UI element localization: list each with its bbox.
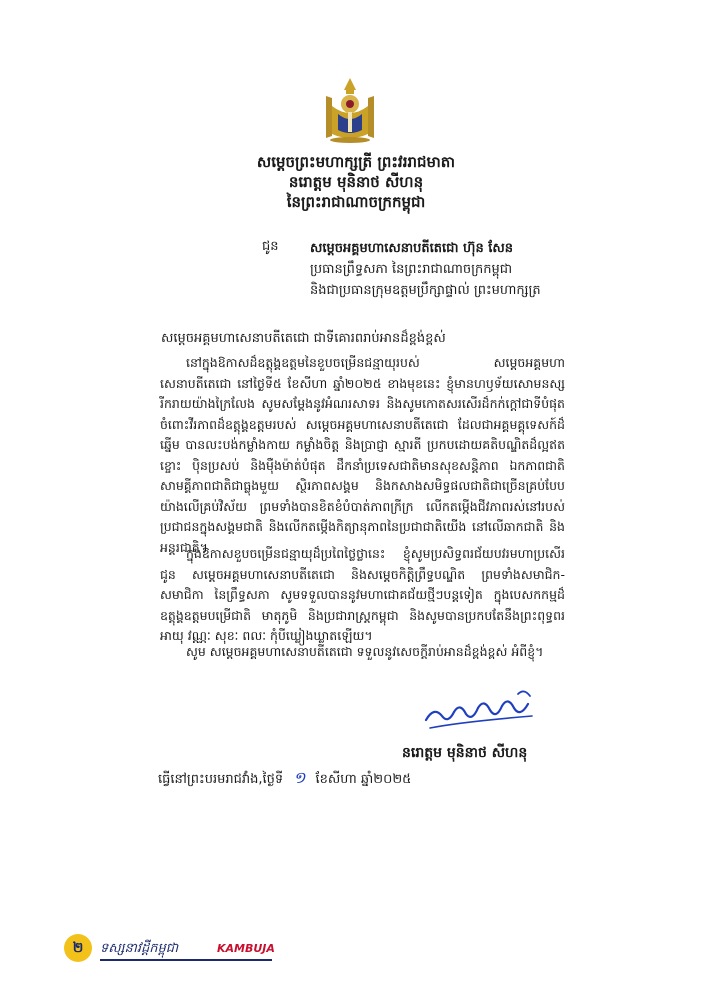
- page-number-badge: [64, 934, 92, 962]
- body-paragraph-2-text: ក្នុងឱកាសខួបចម្រើនជន្មាយុដ៏ប្រពៃថ្លៃថ្លានេះ ខ្ញុំសូមប្រសិទ្ធពរជ័យបវរមហាប្រសើរ ជូន សម្តេចអគ្គមហាសេនាបតីតេជោ និងសម្តេចកិត្តិព្រឹទ្ធបណ្ឌិត ព្រមទាំងសមាជិក-សមាជិកា នៃព្រឹទ្ធសភា សូមទទួលបាននូវមហាជោគជ័យថ្មីៗបន្តទៀត ក្នុងបេសកកម្មដ៏ឧត្តុង្គឧត្តមបម្រើជាតិ មាតុភូមិ និងប្រជារាស្ត្រកម្ពុជា និងសូមបានប្រកបតែនឹងព្រះពុទ្ធពរ អាយុ វណ្ណៈ សុខៈ ពលៈ កុំបីឃ្លៀងឃ្លាតឡើយ។: [160, 546, 565, 643]
- body-paragraph-1-text: នៅក្នុងឱកាសដ៏ឧត្តុង្គឧត្តមនៃខួបចម្រើនជន្មាយុរបស់ សម្តេចអគ្គមហាសេនាបតីតេជោ នៅថ្ងៃទី៥ ខែសីហា ឆ្នាំ២០២៥ ខាងមុខនេះ ខ្ញុំមានហឫទ័យសោមនស្សរីករាយយ៉ាងក្រៃលែង សូមសម្តែងនូវអំណរសាទរ និងសូមកោតសរសើរដ៏កក់ក្តៅជាទីបំផុត ចំពោះវីរភាពដ៏ឧត្តុង្គឧត្តមរបស់ សម្តេចអគ្គមហាសេនាបតីតេជោ ដែលជាអគ្គមគ្គុទេសក៍ដ៏ឆ្នើម បានលះបង់កម្លាំងកាយ កម្លាំងចិត្ត និងប្រាជ្ញា ស្មារតី ប្រកបដោយគតិបណ្ឌិតដ៏ល្អឥតខ្ចោះ ប៉ិនប្រសប់ និងម៉ឺងម៉ាត់បំផុត ដឹកនាំប្រទេសជាតិមានសុខសន្តិភាព ឯកភាពជាតិ សាមគ្គីភាពជាតិជាធ្លុងមួយ ស្ថិរភាពសង្គម និងកសាងសមិទ្ធផលជាតិជាច្រើនគ្រប់បែបយ៉ាងលើគ្រប់វិស័យ ព្រមទាំងបានខិតខំបំបាត់ភាពក្រីក្រ លើកតម្កើងជីវភាពរស់នៅរបស់ប្រជាជនក្នុងសង្គមជាតិ និងលើកតម្កើងកិត្យានុភាពនៃប្រជាជាតិយើង នៅលើឆាកជាតិ និងអន្តរជាតិ។: [160, 355, 565, 555]
- recipient-position-2: និងជាប្រធានក្រុមឧត្តមប្រឹក្សាផ្ទាល់ ព្រះមហាក្សត្រ: [310, 283, 541, 298]
- body-paragraph-3-text: សូម សម្តេចអគ្គមហាសេនាបតីតេជោ ទទួលនូវសេចក្តីរាប់អានដ៏ខ្ពង់ខ្ពស់ អំពីខ្ញុំ។: [186, 644, 544, 659]
- body-paragraph-3: [160, 642, 565, 663]
- dateline-day: ១: [293, 768, 306, 787]
- dateline-suffix: ខែសីហា ឆ្នាំ២០២៥: [315, 772, 412, 787]
- recipient-position: ប្រធានព្រឹទ្ធសភា នៃព្រះរាជាណាចក្រកម្ពុជា: [310, 262, 513, 277]
- salutation: សម្តេចអគ្គមហាសេនាបតីតេជោ ជាទីគោរពរាប់អានដ៏ខ្ពង់ខ្ពស់: [161, 331, 446, 346]
- body-paragraph-1: [160, 353, 565, 558]
- footer-brand: KAMBUJA: [217, 942, 275, 955]
- royal-emblem-icon: [318, 76, 382, 146]
- dateline-prefix: ធ្វើនៅព្រះបរមរាជវាំង,ថ្ងៃទី: [158, 772, 284, 787]
- handwritten-signature: [420, 676, 540, 746]
- page-number: ២: [72, 939, 84, 956]
- footer-underline: [100, 959, 272, 961]
- dateline: [158, 767, 411, 791]
- recipient-block: [310, 238, 630, 301]
- sender-name: នរោត្តម មុនិនាថ សីហនុ: [288, 173, 424, 191]
- sender-title: សម្តេចព្រះមហាក្សត្រី ព្រះវររាជមាតា: [256, 153, 456, 171]
- signer-name: នរោត្តម មុនិនាថ សីហនុ: [402, 745, 528, 761]
- sender-country: នៃព្រះរាជាណាចក្រកម្ពុជា: [286, 193, 426, 211]
- recipient-name: សម្តេចអគ្គមហាសេនាបតីតេជោ ហ៊ុន សែន: [310, 241, 513, 256]
- footer-magazine-title: ទស្សនាវដ្តីកម្ពុជា: [100, 941, 179, 956]
- recipient-label: ជូន: [262, 239, 279, 254]
- body-paragraph-2: [160, 544, 565, 647]
